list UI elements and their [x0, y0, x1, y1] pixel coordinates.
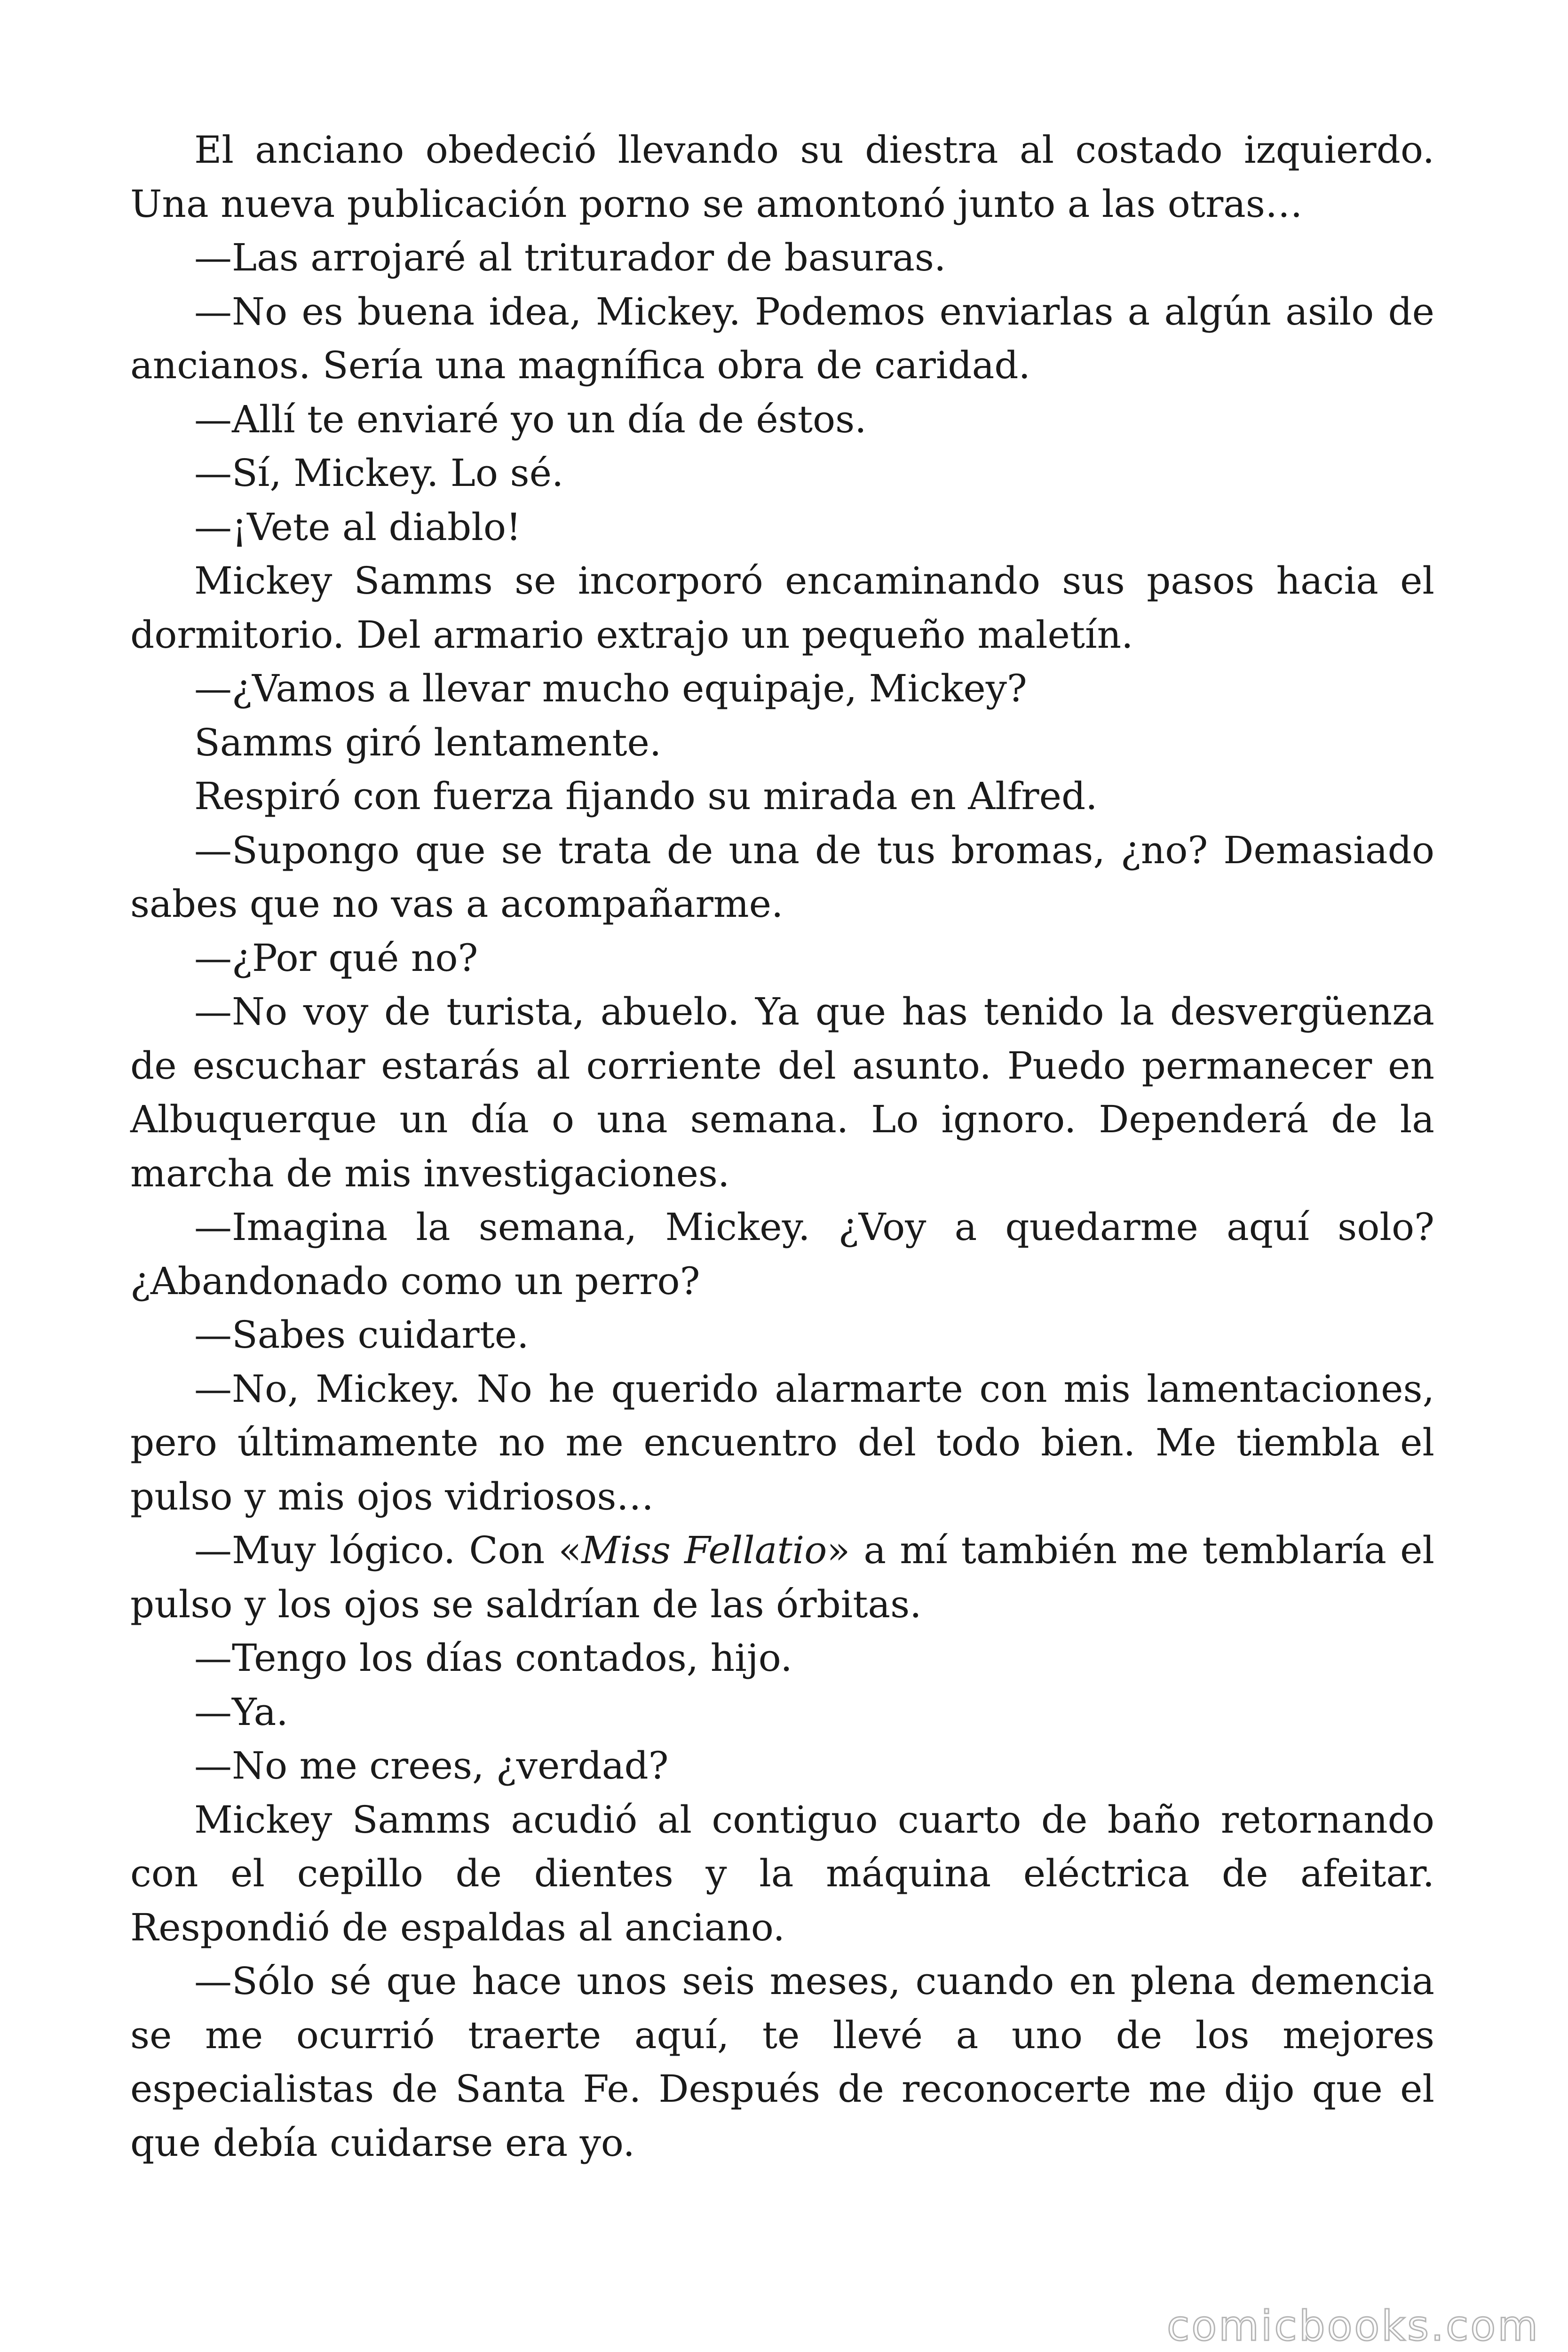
watermark: comicbooks.com — [1166, 2302, 1540, 2350]
body-text — [130, 123, 1434, 2170]
paragraph: —No es buena idea, Mickey. Podemos enviarlas a algún asilo de ancianos. Sería una magnífica obra de caridad. — [130, 289, 1434, 387]
paragraph: Mickey Samms acudió al contiguo cuarto de baño retornando con el cepillo de dientes y la máquina eléctrica de afeitar. Respondió de espaldas al anciano. — [130, 1797, 1434, 1949]
paragraph: —No, Mickey. No he querido alarmarte con mis lamentaciones, pero últimamente no me encuentro del todo bien. Me tiembla el pulso y mis ojos vidriosos… — [130, 1367, 1434, 1518]
paragraph: El anciano obedeció llevando su diestra al costado izquierdo. Una nueva publicación porno se amontonó junto a las otras… — [130, 128, 1434, 226]
paragraph: —Sabes cuidarte. — [194, 1313, 529, 1357]
paragraph: Respiró con fuerza fijando su mirada en Alfred. — [194, 774, 1098, 818]
paragraph: Samms giró lentamente. — [194, 720, 662, 764]
paragraph: —Tengo los días contados, hijo. — [194, 1636, 792, 1680]
paragraph: —¿Por qué no? — [194, 936, 478, 980]
paragraph: —Imagina la semana, Mickey. ¿Voy a quedarme aquí solo? ¿Abandonado como un perro? — [130, 1205, 1434, 1303]
paragraph: —¡Vete al diablo! — [194, 505, 522, 549]
text-after-italic: » a mí también me temblaría el pulso y los ojos se saldrían de las órbitas. — [130, 1528, 1434, 1626]
paragraph: —Sí, Mickey. Lo sé. — [194, 451, 564, 495]
text-before-italic: —Muy lógico. Con « — [194, 1528, 582, 1572]
paragraph: —Supongo que se trata de una de tus bromas, ¿no? Demasiado sabes que no vas a acompañarme. — [130, 828, 1434, 926]
paragraph-with-italic — [130, 1524, 1434, 1631]
paragraph: —No voy de turista, abuelo. Ya que has tenido la desvergüenza de escuchar estarás al corriente del asunto. Puedo permanecer en Albuquerque un día o una semana. Lo ignoro. Dependerá de la marcha de mis investigaciones. — [130, 990, 1434, 1195]
paragraph: —Allí te enviaré yo un día de éstos. — [194, 397, 867, 441]
paragraph: —¿Vamos a llevar mucho equipaje, Mickey? — [194, 667, 1027, 710]
paragraph: —Sólo sé que hace unos seis meses, cuando en plena demencia se me ocurrió traerte aquí, te llevé a uno de los mejores especialistas de Santa Fe. Después de reconocerte me dijo que el que debía cuidarse era yo. — [130, 1959, 1434, 2165]
italic-title: Miss Fellatio — [581, 1528, 827, 1572]
paragraph: —Ya. — [194, 1690, 288, 1734]
paragraph: —No me crees, ¿verdad? — [194, 1744, 669, 1788]
paragraph: —Las arrojaré al triturador de basuras. — [194, 236, 946, 279]
paragraph: Mickey Samms se incorporó encaminando sus pasos hacia el dormitorio. Del armario extrajo un pequeño maletín. — [130, 559, 1434, 657]
